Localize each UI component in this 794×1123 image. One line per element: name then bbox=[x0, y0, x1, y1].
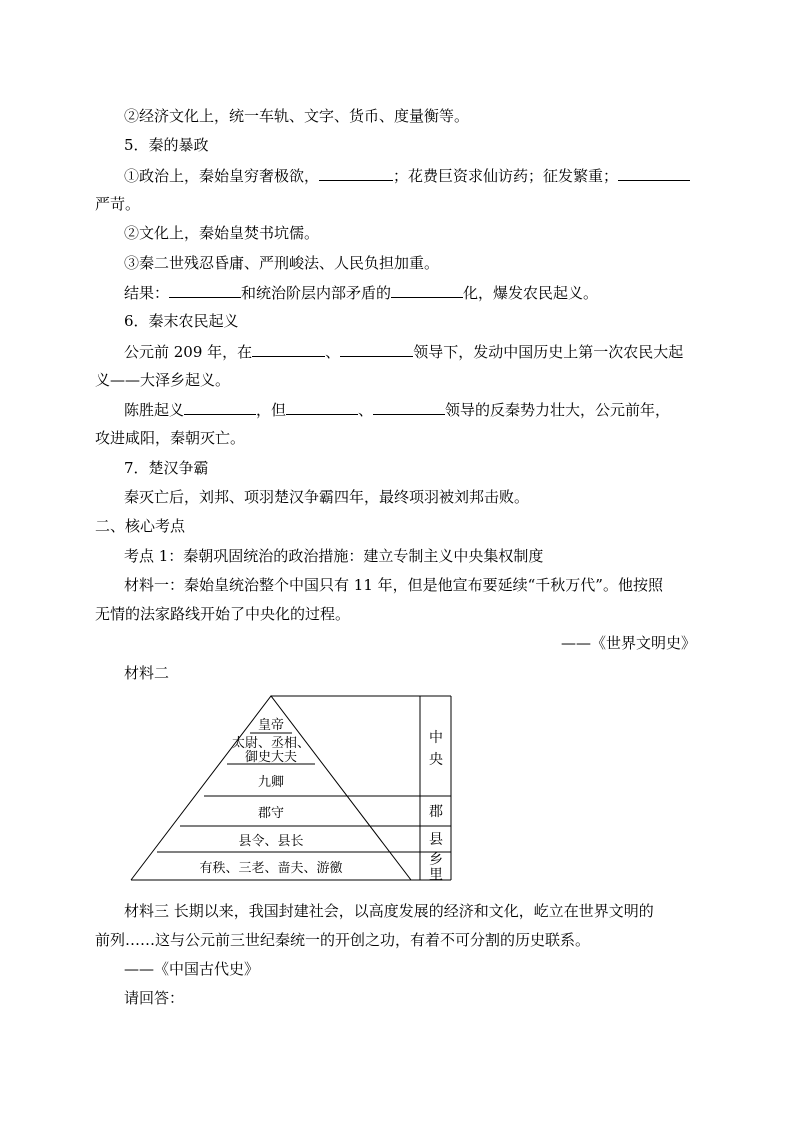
text-line: 材料三 长期以来，我国封建社会，以高度发展的经济和文化，屹立在世界文明的 bbox=[124, 902, 654, 920]
side-label-township-1: 乡 bbox=[429, 852, 443, 868]
text-line-with-blanks bbox=[124, 341, 683, 362]
citation: ——《世界文明史》 bbox=[560, 634, 696, 652]
text-segment: 和统治阶层内部矛盾的 bbox=[241, 284, 392, 302]
fill-blank[interactable] bbox=[252, 341, 325, 357]
section-heading: 6．秦末农民起义 bbox=[124, 312, 239, 330]
pyramid-level-commandery: 郡守 bbox=[257, 806, 285, 821]
side-label-central-2: 央 bbox=[429, 752, 443, 768]
text-segment: 陈胜起义 bbox=[124, 401, 185, 419]
side-label-commandery: 郡 bbox=[429, 804, 443, 820]
prompt-label: 请回答： bbox=[124, 989, 185, 1007]
text-line: 材料一：秦始皇统治整个中国只有 11 年，但是他宣布要延续“千秋万代”。他按照 bbox=[124, 576, 663, 594]
text-line: 严苛。 bbox=[95, 195, 141, 213]
pyramid-level-county: 县令、县长 bbox=[238, 834, 304, 849]
text-segment: 领导的反秦势力壮大，公元前年， bbox=[445, 401, 671, 419]
text-line-with-blanks bbox=[124, 399, 670, 420]
fill-blank[interactable] bbox=[618, 165, 690, 181]
pyramid-level-three-excellencies-2: 御史大夫 bbox=[244, 750, 298, 765]
section-heading: 二、核心考点 bbox=[95, 517, 186, 535]
side-label-central-1: 中 bbox=[429, 730, 443, 746]
text-line: ②经济文化上，统一车轨、文字、货币、度量衡等。 bbox=[124, 107, 470, 125]
fill-blank[interactable] bbox=[373, 399, 445, 415]
text-line: 无情的法家路线开始了中央化的过程。 bbox=[95, 605, 351, 623]
text-line: 秦灭亡后，刘邦、项羽楚汉争霸四年，最终项羽被刘邦击败。 bbox=[124, 488, 530, 506]
fill-blank[interactable] bbox=[319, 165, 393, 181]
pyramid-level-nine-ministers: 九卿 bbox=[257, 775, 285, 790]
text-segment: 、 bbox=[358, 401, 374, 419]
text-line: 义——大泽乡起义。 bbox=[95, 371, 231, 389]
text-segment: ；花费巨资求仙访药；征发繁重； bbox=[393, 167, 619, 185]
text-line: 考点 1：秦朝巩固统治的政治措施：建立专制主义中央集权制度 bbox=[124, 547, 544, 565]
text-segment: ①政治上，秦始皇穷奢极欲， bbox=[124, 167, 320, 185]
fill-blank[interactable] bbox=[391, 282, 463, 298]
section-heading: 5．秦的暴政 bbox=[124, 136, 209, 154]
fill-blank[interactable] bbox=[340, 341, 413, 357]
pyramid-level-three-excellencies-1: 太尉、丞相、 bbox=[231, 736, 311, 751]
text-line: 前列……这与公元前三世纪秦统一的开创之功，有着不可分割的历史联系。 bbox=[95, 931, 591, 949]
fill-blank[interactable] bbox=[286, 399, 358, 415]
text-line: 攻进咸阳，秦朝灭亡。 bbox=[95, 429, 246, 447]
pyramid-level-emperor: 皇帝 bbox=[257, 718, 285, 733]
text-segment: 化，爆发农民起义。 bbox=[463, 284, 599, 302]
side-label-county: 县 bbox=[429, 832, 443, 848]
power-structure-pyramid bbox=[0, 690, 794, 890]
fill-blank[interactable] bbox=[184, 399, 256, 415]
text-line-with-blanks bbox=[124, 165, 690, 186]
text-line-with-blanks bbox=[124, 282, 598, 303]
citation: ——《中国古代史》 bbox=[124, 960, 260, 978]
section-heading: 7．楚汉争霸 bbox=[124, 459, 209, 477]
text-segment: ，但 bbox=[256, 401, 287, 419]
pyramid-level-township: 有秩、三老、啬夫、游徼 bbox=[199, 861, 343, 876]
text-segment: 领导下，发动中国历史上第一次农民大起 bbox=[413, 343, 684, 361]
fill-blank[interactable] bbox=[169, 282, 241, 298]
material-label: 材料二 bbox=[124, 664, 170, 682]
text-segment: 、 bbox=[325, 343, 341, 361]
text-line: ②文化上，秦始皇焚书坑儒。 bbox=[124, 224, 320, 242]
text-segment: 公元前 209 年，在 bbox=[124, 343, 253, 361]
text-segment: 结果： bbox=[124, 284, 170, 302]
text-line: ③秦二世残忍昏庸、严刑峻法、人民负担加重。 bbox=[124, 254, 440, 272]
side-label-township-2: 里 bbox=[429, 867, 443, 883]
